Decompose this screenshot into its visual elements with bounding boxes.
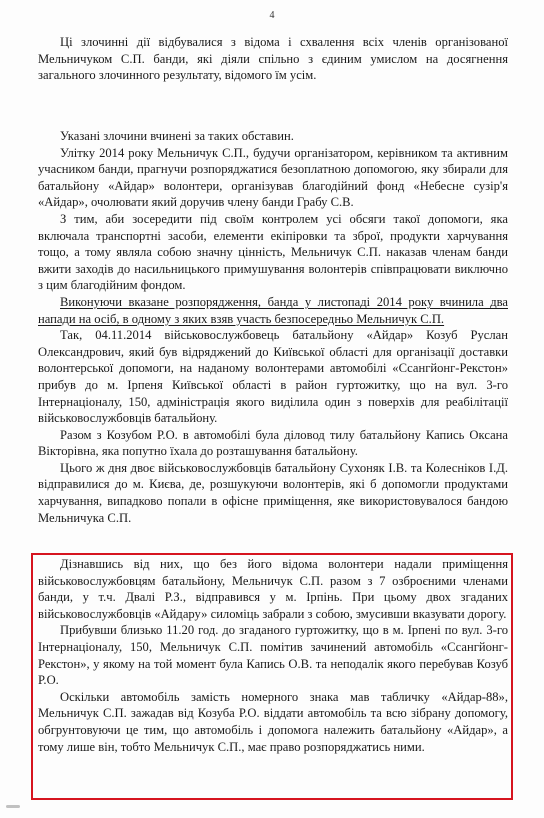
- arrival-paragraph: Прибувши близько 11.20 год. до згаданого гуртожитку, що в м. Ірпені по вул. 3-го Інтернаціоналу, 150, Мельничук С.П. помітив зачинений автомобіль «Ссангйонг-Рекстон», у якому на той момент була Капись О.В. та неподалік якого перебував Козуб Р.О.: [38, 623, 508, 688]
- underlined-paragraph: Виконуючи вказане розпорядження, банда у листопаді 2014 року вчинила два напади на осіб, в одному з яких взяв участь безпосередньо Мельничук С.П.: [38, 294, 508, 326]
- red-highlight-box: [31, 553, 513, 800]
- intro-paragraph: Ці злочинні дії відбувалися з відома і схвалення всіх членів організованої Мельничуком С.П. банди, які діяли спільно з єдиним умислом на досягнення загального злочинного результату, відомого їм усім.: [38, 35, 508, 83]
- circumstances-paragraph: Указані злочини вчинені за таких обставин.: [60, 129, 294, 143]
- scan-mark: [6, 805, 20, 808]
- page-number: 4: [269, 10, 275, 21]
- intro-paragraph-block: [38, 34, 508, 84]
- kapys-paragraph: Разом з Козубом Р.О. в автомобілі була діловод тилу батальйону Капись Оксана Вікторівна, яка попутно їхала до розташування батальйону.: [38, 427, 508, 459]
- summer-2014-paragraph: Улітку 2014 року Мельничук С.П., будучи організатором, керівником та активним учасником банди, прагнучи розпоряджатися безоплатною допомогою, яку збирали для батальйону «Айдар» волонтери, організував благодійний фонд «Небесне сузір'я «Айдар», очолювати який доручив члену банди Грабу С.В.: [38, 145, 508, 210]
- demand-paragraph: Оскільки автомобіль замість номерного знака мав табличку «Айдар-88», Мельничук С.П. зажадав від Козуба Р.О. віддати автомобіль та всю зібрану допомогу, обгрунтовуючи це тим, що автомобіль і допомога належить батальйону «Айдар», а тому лише він, тобто Мельничук С.П., має право розпоряджатись ними.: [38, 689, 508, 754]
- soldiers-paragraph: Цього ж дня двоє військовослужбовців батальйону Сухоняк І.В. та Колесніков І.Д. відправилися до м. Києва, де, розшукуючи волонтерів, які б допомогли продуктами харчування, випадково попали в офісне приміщення, яке використовувалося бандою Мельничука С.П.: [38, 460, 508, 525]
- control-paragraph: З тим, аби зосередити під своїм контролем усі обсяги такої допомоги, яка включала транспортні засоби, елементи екіпіровки та зброї, продукти харчування тощо, а тому являла собою значну цінність, Мельничук С.П. наказав членам банди вжити заходів до насильницького примушування волонтерів співпрацювати виключно з цим благодійним фондом.: [38, 211, 508, 293]
- main-paragraph-block: [38, 128, 508, 526]
- kozub-paragraph: Так, 04.11.2014 військовослужбовець батальйону «Айдар» Козуб Руслан Олександрович, який був відряджений до Київської області для організації доставки волонтерської допомоги, на наданому волонтерами автомобілі «Ссангйонг-Рекстон» прибув до м. Ірпеня Київської області в район гуртожитку, що на вул. 3-го Інтернаціоналу, 150, адміністрація якого виділила один з поверхів для реабілітації військовослужбовців батальйону.: [38, 328, 508, 426]
- irpin-trip-paragraph: Дізнавшись від них, що без його відома волонтери надали приміщення військовослужбовцям батальйону, Мельничук С.П. разом з 7 озброєними членами банди, у т.ч. Двалі Р.З., відправився у м. Ірпінь. При цьому двох згаданих військовослужбовців «Айдару» силоміць забрали з собою, змусивши вказувати дорогу.: [38, 557, 508, 621]
